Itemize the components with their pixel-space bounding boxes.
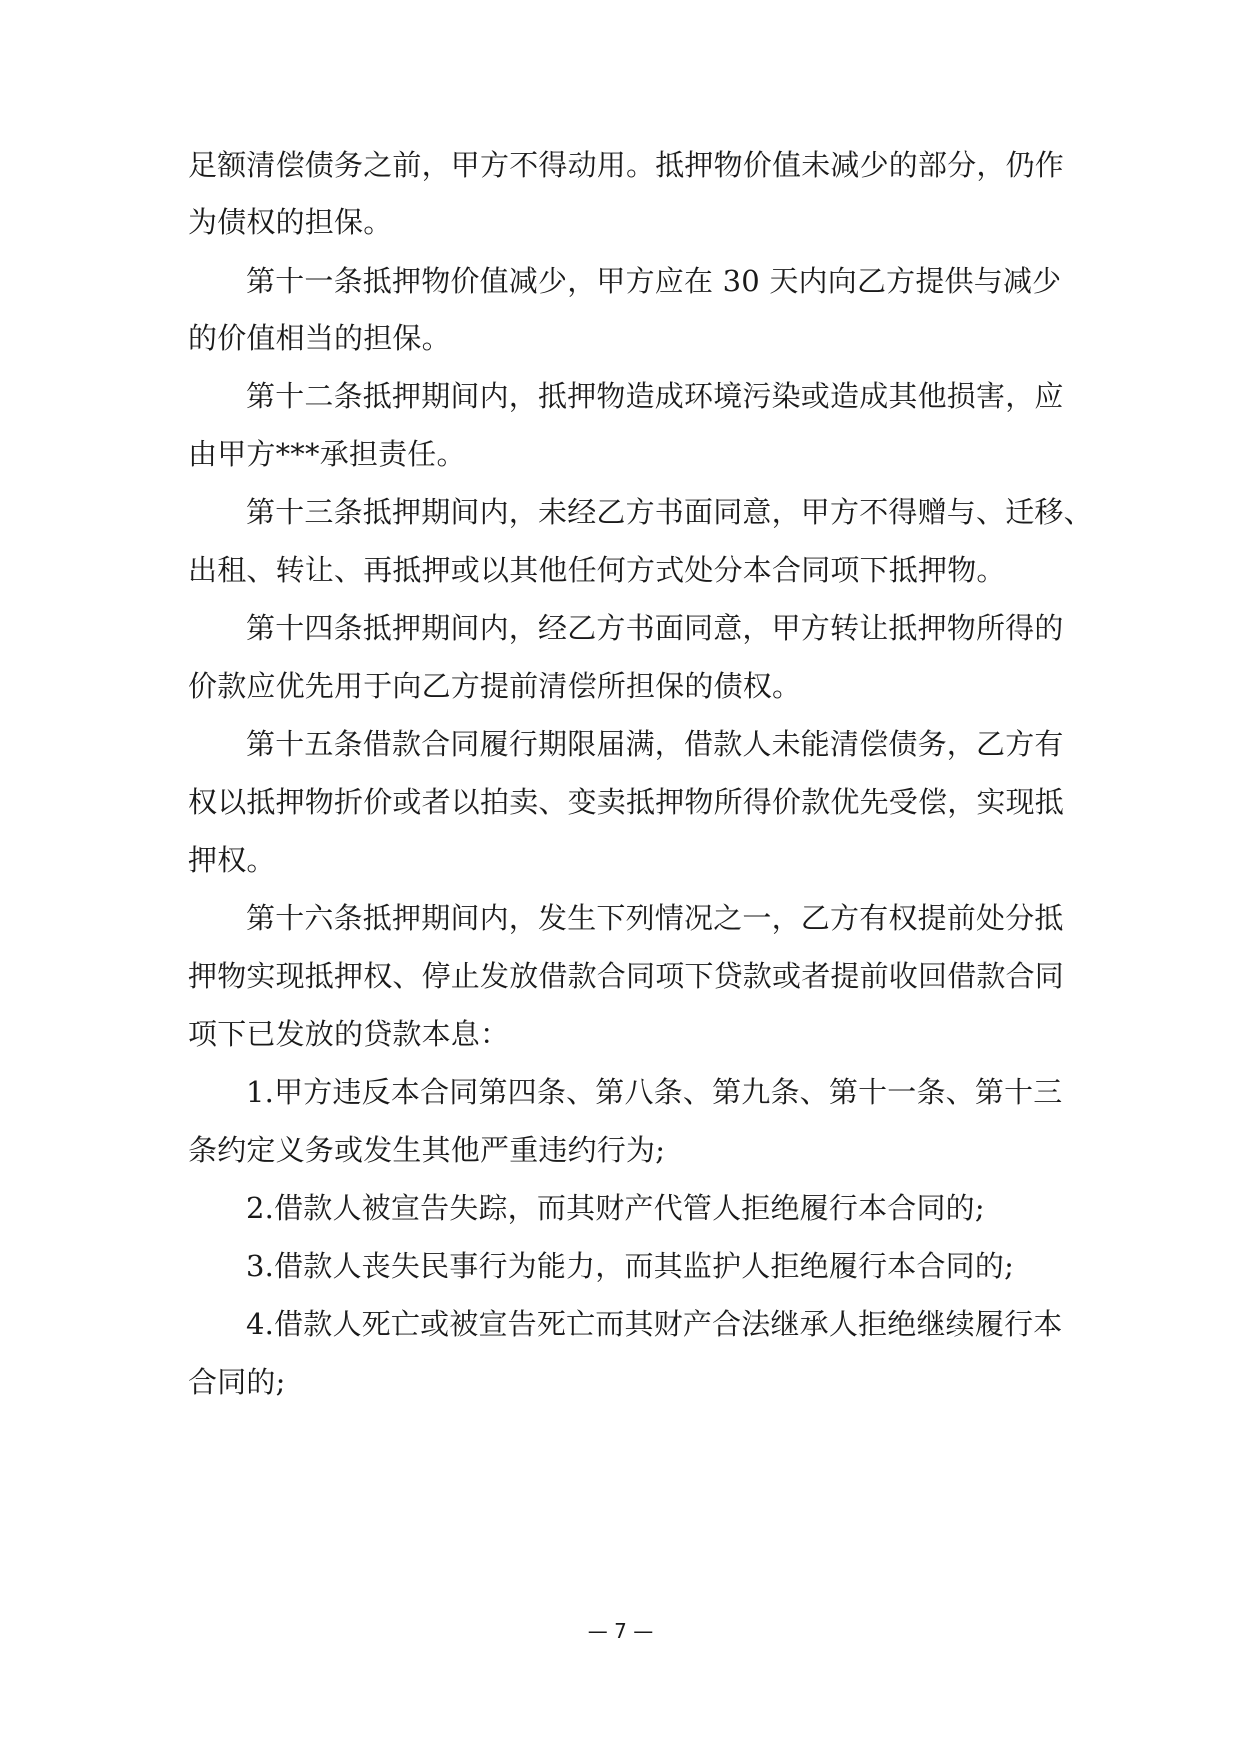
text-line: 条约定义务或发生其他严重违约行为;: [188, 1133, 666, 1167]
text-line: 2.借款人被宣告失踪，而其财产代管人拒绝履行本合同的;: [246, 1191, 985, 1225]
text-line: 的价值相当的担保。: [188, 321, 451, 355]
text-line: 4.借款人死亡或被宣告死亡而其财产合法继承人拒绝继续履行本: [246, 1307, 1063, 1341]
text-line: 第十三条抵押期间内，未经乙方书面同意，甲方不得赠与、迁移、: [246, 495, 1093, 529]
text-line: 押物实现抵押权、停止发放借款合同项下贷款或者提前收回借款合同: [188, 959, 1065, 993]
text-line: 为债权的担保。: [188, 205, 393, 239]
text-line: 由甲方***承担责任。: [188, 437, 466, 471]
text-line: 1.甲方违反本合同第四条、第八条、第九条、第十一条、第十三: [246, 1075, 1063, 1109]
text-line: 合同的;: [188, 1365, 286, 1399]
page-number: — 7 —: [587, 1619, 654, 1643]
text-line: 出租、转让、再抵押或以其他任何方式处分本合同项下抵押物。: [188, 553, 1006, 587]
text-line: 第十五条借款合同履行期限届满，借款人未能清偿债务，乙方有: [246, 727, 1064, 761]
text-line: 足额清偿债务之前，甲方不得动用。抵押物价值未减少的部分，仍作: [188, 148, 1065, 182]
text-line: 权以抵押物折价或者以拍卖、变卖抵押物所得价款优先受偿，实现抵: [188, 785, 1065, 819]
text-line: 第十二条抵押期间内，抵押物造成环境污染或造成其他损害，应: [246, 379, 1064, 413]
text-line: 价款应优先用于向乙方提前清偿所担保的债权。: [188, 669, 802, 703]
text-line: 第十一条抵押物价值减少，甲方应在 30 天内向乙方提供与减少: [246, 264, 1062, 298]
text-line: 第十六条抵押期间内，发生下列情况之一，乙方有权提前处分抵: [246, 901, 1064, 935]
text-line: 第十四条抵押期间内，经乙方书面同意，甲方转让抵押物所得的: [246, 611, 1064, 645]
text-line: 项下已发放的贷款本息：: [188, 1017, 510, 1051]
text-line: 3.借款人丧失民事行为能力，而其监护人拒绝履行本合同的;: [246, 1249, 1015, 1283]
text-line: 押权。: [188, 843, 276, 877]
